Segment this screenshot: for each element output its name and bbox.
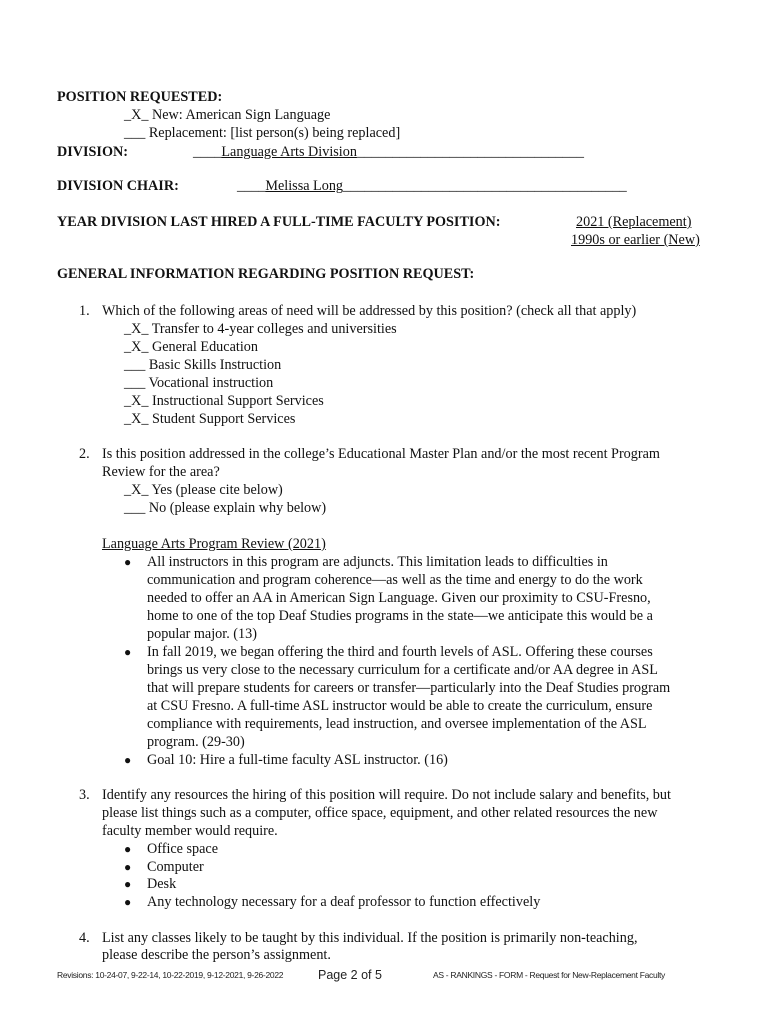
q1-option-student-support: _X_ Student Support Services [124, 411, 296, 427]
general-info-heading: GENERAL INFORMATION REGARDING POSITION REQUEST: [57, 266, 475, 282]
division-value: Language Arts Division [221, 144, 357, 160]
bullet-icon: ● [124, 895, 132, 909]
division-chair-value: Melissa Long [265, 178, 344, 194]
review-bullet-2-line-1: In fall 2019, we began offering the third and fourth levels of ASL. Offering these courses [147, 644, 653, 660]
program-review-title: Language Arts Program Review (2021) [102, 536, 326, 552]
q1-option-vocational: ___ Vocational instruction [124, 375, 274, 391]
year-last-hired-label: YEAR DIVISION LAST HIRED A FULL-TIME FACULTY POSITION: [57, 214, 501, 230]
q3-text-line2: please list things such as a computer, office space, equipment, and other related resources the new [102, 805, 658, 821]
resource-technology: Any technology necessary for a deaf professor to function effectively [147, 894, 541, 910]
review-bullet-2-line-2: brings us very close to the necessary curriculum for a certificate and/or AA degree in ASL [147, 662, 658, 678]
review-bullet-1-line-1: All instructors in this program are adjuncts. This limitation leads to difficulties in [147, 554, 608, 570]
bullet-icon: ● [124, 555, 132, 569]
footer-form-title: AS - RANKINGS - FORM - Request for New-Replacement Faculty [433, 970, 665, 980]
review-bullet-1-line-2: communication and program coherence—as well as the time and energy to do the work [147, 572, 643, 588]
review-bullet-1-line-3: needed to offer an AA in American Sign Language. Given our proximity to CSU-Fresno, [147, 590, 651, 606]
bullet-icon: ● [124, 860, 132, 874]
division-chair-field: ____Melissa Long________________________________________ [237, 178, 627, 194]
q1-option-transfer: _X_ Transfer to 4-year colleges and universities [124, 321, 397, 337]
replacement-line: ___ Replacement: [list person(s) being replaced] [124, 125, 401, 141]
division-chair-label: DIVISION CHAIR: [57, 178, 179, 194]
q2-number: 2. [79, 446, 90, 462]
new-position-line: _X_ New: American Sign Language [124, 107, 331, 123]
q2-no-option: ___ No (please explain why below) [124, 500, 327, 516]
q2-yes-option: _X_ Yes (please cite below) [124, 482, 283, 498]
q1-number: 1. [79, 303, 90, 319]
division-field: ____Language Arts Division________________________________ [193, 144, 584, 160]
resource-desk: Desk [147, 876, 177, 892]
review-bullet-3-line-1: Goal 10: Hire a full-time faculty ASL instructor. (16) [147, 752, 448, 768]
footer-revisions: Revisions: 10-24-07, 9-22-14, 10-22-2019, 9-12-2021, 9-26-2022 [57, 970, 284, 980]
q3-text-line1: Identify any resources the hiring of this position will require. Do not include salary and benefits, but [102, 787, 671, 803]
q2-text-line2: Review for the area? [102, 464, 220, 480]
q1-option-instructional-support: _X_ Instructional Support Services [124, 393, 324, 409]
bullet-icon: ● [124, 645, 132, 659]
year-last-hired-value-1: 2021 (Replacement) [576, 214, 692, 230]
q2-text-line1: Is this position addressed in the college’s Educational Master Plan and/or the most recent Program [102, 446, 660, 462]
resource-office-space: Office space [147, 841, 219, 857]
review-bullet-2-line-5: compliance with requirements, lead instruction, and oversee implementation of the ASL [147, 716, 647, 732]
q4-number: 4. [79, 930, 90, 946]
footer-page-number: Page 2 of 5 [318, 968, 382, 982]
review-bullet-1-line-5: popular major. (13) [147, 626, 257, 642]
review-bullet-2-line-6: program. (29-30) [147, 734, 245, 750]
year-last-hired-value-2: 1990s or earlier (New) [571, 232, 700, 248]
position-requested-label: POSITION REQUESTED: [57, 89, 223, 105]
bullet-icon: ● [124, 877, 132, 891]
bullet-icon: ● [124, 842, 132, 856]
division-label: DIVISION: [57, 144, 128, 160]
q1-text: Which of the following areas of need will be addressed by this position? (check all that apply) [102, 303, 637, 319]
q1-option-basic-skills: ___ Basic Skills Instruction [124, 357, 282, 373]
q4-text-line1: List any classes likely to be taught by this individual. If the position is primarily non-teaching, [102, 930, 638, 946]
bullet-icon: ● [124, 753, 132, 767]
q3-number: 3. [79, 787, 90, 803]
review-bullet-2-line-3: that will prepare students for careers or transfer—particularly into the Deaf Studies program [147, 680, 671, 696]
review-bullet-1-line-4: home to one of the top Deaf Studies programs in the state—we anticipate this would be a [147, 608, 653, 624]
q3-text-line3: faculty member would require. [102, 823, 278, 839]
review-bullet-2-line-4: at CSU Fresno. A full-time ASL instructor would be able to create the curriculum, ensure [147, 698, 653, 714]
resource-computer: Computer [147, 859, 204, 875]
q4-text-line2: please describe the person’s assignment. [102, 947, 331, 963]
q1-option-general-education: _X_ General Education [124, 339, 258, 355]
